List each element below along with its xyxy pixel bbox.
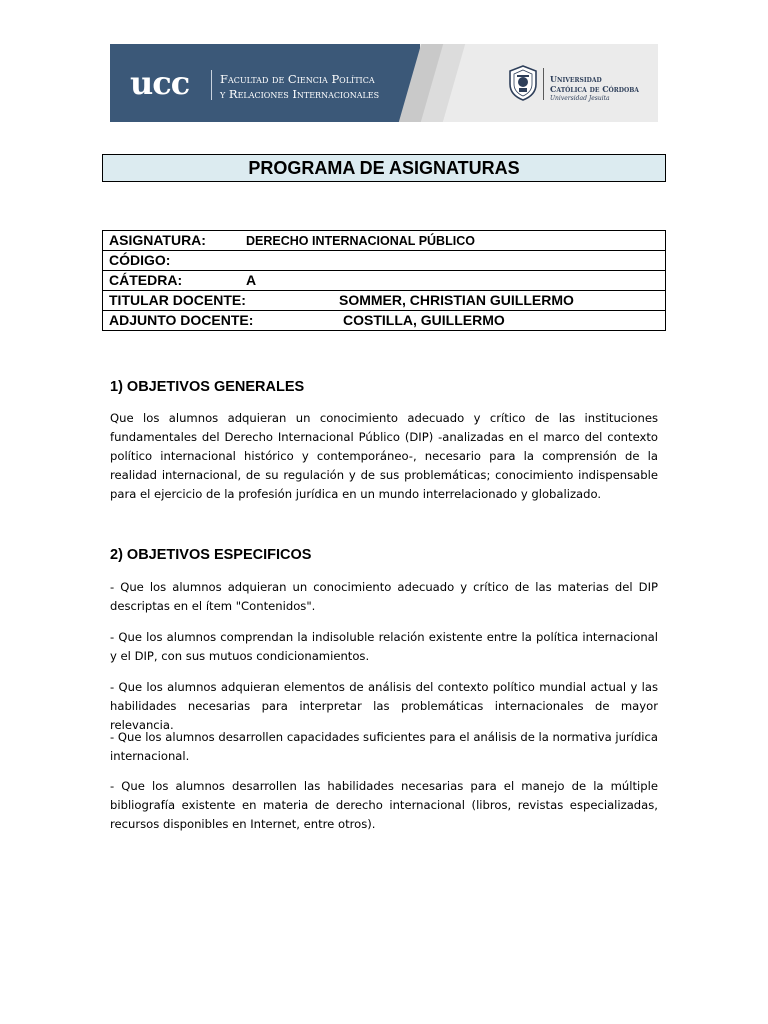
logo-divider [211,70,212,100]
section-heading-objetivos-especificos: 2) OBJETIVOS ESPECIFICOS [110,547,312,563]
adjunto-value: COSTILLA, GUILLERMO [343,312,505,328]
university-line-3: Universidad Jesuita [550,95,610,102]
asignatura-value: DERECHO INTERNACIONAL PÚBLICO [246,234,475,248]
header-banner [110,44,658,122]
university-line-2: Católica de Córdoba [550,84,639,94]
university-line-1: Universidad [550,74,602,84]
university-divider [543,68,544,100]
info-row-codigo [103,251,665,271]
university-name [550,74,639,104]
university-seal-icon [507,64,539,102]
objetivo-especifico-item: - Que los alumnos desarrollen las habilidades necesarias para el manejo de la múltiple bibliografía existente en materia de derecho internacional (libros, revistas especializadas, recursos disponibles en Internet, entre otros). [110,779,658,831]
catedra-value: A [246,272,257,288]
course-info-table [102,230,666,331]
titular-label: TITULAR DOCENTE: [109,292,246,308]
codigo-label: CÓDIGO: [109,252,171,268]
info-row-asignatura [103,231,665,251]
adjunto-label: ADJUNTO DOCENTE: [109,312,254,328]
objetivo-especifico-item: - Que los alumnos adquieran elementos de análisis del contexto político mundial actual y las habilidades necesarias para interpretar las problemáticas internacionales de mayor relevancia. [110,680,658,732]
objetivo-especifico-item: - Que los alumnos adquieran un conocimiento adecuado y crítico de las materias del DIP descriptas en el ítem "Contenidos". [110,580,658,613]
section-heading-objetivos-generales: 1) OBJETIVOS GENERALES [110,379,305,395]
info-row-titular [103,291,665,311]
catedra-label: CÁTEDRA: [109,272,183,288]
faculty-line-1: Facultad de Ciencia Política [220,72,375,86]
info-row-catedra [103,271,665,291]
document-title: PROGRAMA DE ASIGNATURAS [248,157,520,178]
titular-value: SOMMER, CHRISTIAN GUILLERMO [339,292,574,308]
objetivo-especifico-item: - Que los alumnos desarrollen capacidades suficientes para el análisis de la normativa jurídica internacional. [110,730,658,763]
document-title-box [102,154,666,182]
faculty-name [220,72,379,102]
asignatura-label: ASIGNATURA: [109,232,206,248]
faculty-line-2: y Relaciones Internacionales [220,87,380,101]
objetivo-especifico-item: - Que los alumnos comprendan la indisoluble relación existente entre la política internacional y el DIP, con sus mutuos condicionamientos. [110,630,658,663]
objetivos-generales-paragraph: Que los alumnos adquieran un conocimiento adecuado y crítico de las instituciones fundamentales del Derecho Internacional Público (DIP) -analizadas en el marco del contexto político internacional histórico y contemporáneo-, necesario para la comprensión de la realidad internacional, de su regulación y de sus problemáticas; conocimiento indispensable para el ejercicio de la profesión jurídica en un mundo interrelacionado y globalizado. [110,411,658,501]
ucc-logo: ucc [130,64,190,102]
info-row-adjunto [103,311,665,331]
